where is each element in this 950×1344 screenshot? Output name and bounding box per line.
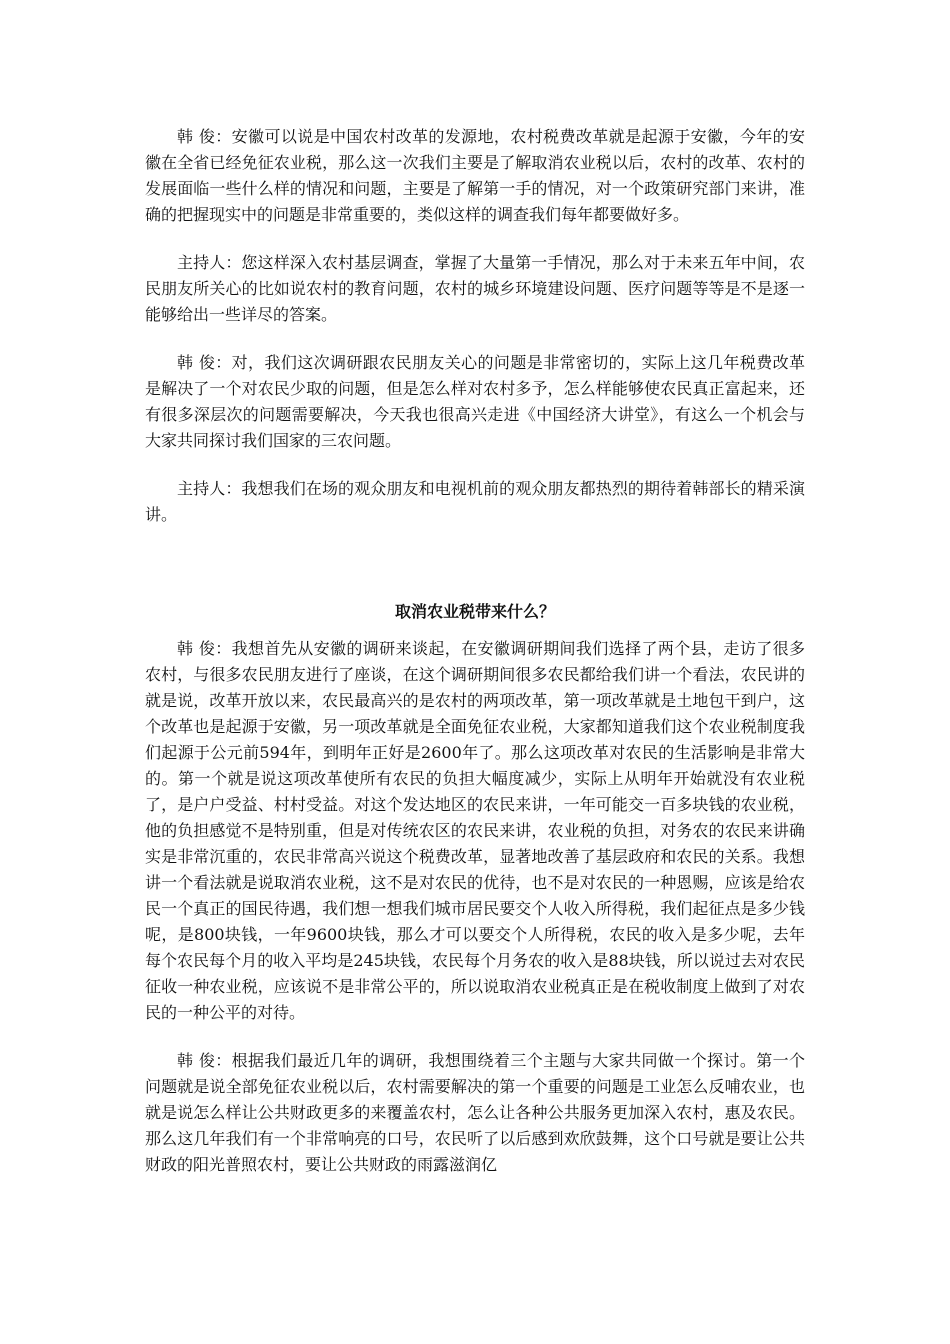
intro-paragraph-2: 主持人：您这样深入农村基层调查，掌握了大量第一手情况，那么对于未来五年中间，农民朋友所关心的比如说农村的教育问题，农村的城乡环境建设问题、医疗问题等等是不是逐一能够给出一些详尽的答案。 bbox=[145, 253, 805, 324]
section-title: 取消农业税带来什么？ bbox=[394, 602, 555, 621]
intro-paragraph-3: 韩 俊：对，我们这次调研跟农民朋友关心的问题是非常密切的，实际上这几年税费改革是解决了一个对农民少取的问题，但是怎么样对农村多予，怎么样能够使农民真正富起来，还有很多深层次的问题需要解决，今天我也很高兴走进《中国经济大讲堂》，有这么一个机会与大家共同探讨我们国家的三农问题。 bbox=[145, 353, 805, 450]
section-paragraph-1: 韩 俊：我想首先从安徽的调研来谈起，在安徽调研期间我们选择了两个县，走访了很多农村，与很多农民朋友进行了座谈，在这个调研期间很多农民都给我们讲一个看法，农民讲的就是说，改革开放以来，农民最高兴的是农村的两项改革，第一项改革就是土地包干到户，这个改革也是起源于安徽，另一项改革就是全面免征农业税，大家都知道我们这个农业税制度我们起源于公元前594年，到明年正好是2600年了。那么这项改革对农民的生活影响是非常大的。第一个就是说这项改革使所有农民的负担大幅度减少，实际上从明年开始就没有农业税了，是户户受益、村村受益。对这个发达地区的农民来讲，一年可能交一百多块钱的农业税，他的负担感觉不是特别重，但是对传统农区的农民来讲，农业税的负担，对务农的农民来讲确实是非常沉重的，农民非常高兴说这个税费改革，显著地改善了基层政府和农民的关系。我想讲一个看法就是说取消农业税，这不是对农民的优待，也不是对农民的一种恩赐，应该是给农民一个真正的国民待遇，我们想一想我们城市居民要交个人收入所得税，我们起征点是多少钱呢，是800块钱，一年9600块钱，那么才可以要交个人所得税，农民的收入是多少呢，去年每个农民每个月的收入平均是245块钱，农民每个月务农的收入是88块钱，所以说过去对农民征收一种农业税，应该说不是非常公平的，所以说取消农业税真正是在税收制度上做到了对农民的一种公平的对待。 bbox=[145, 639, 805, 1022]
document-body bbox=[145, 124, 805, 1178]
section-paragraph-2: 韩 俊：根据我们最近几年的调研，我想围绕着三个主题与大家共同做一个探讨。第一个问题就是说全部免征农业税以后，农村需要解决的第一个重要的问题是工业怎么反哺农业，也就是说怎么样让公共财政更多的来覆盖农村，怎么让各种公共服务更加深入农村，惠及农民。那么这几年我们有一个非常响亮的口号，农民听了以后感到欢欣鼓舞，这个口号就是要让公共财政的阳光普照农村，要让公共财政的雨露滋润亿 bbox=[145, 1051, 805, 1174]
intro-paragraph-1: 韩 俊：安徽可以说是中国农村改革的发源地，农村税费改革就是起源于安徽，今年的安徽在全省已经免征农业税，那么这一次我们主要是了解取消农业税以后，农村的改革、农村的发展面临一些什么样的情况和问题，主要是了解第一手的情况，对一个政策研究部门来讲，准确的把握现实中的问题是非常重要的，类似这样的调查我们每年都要做好多。 bbox=[145, 127, 805, 224]
section-spacer bbox=[145, 528, 805, 600]
intro-paragraph-4: 主持人：我想我们在场的观众朋友和电视机前的观众朋友都热烈的期待着韩部长的精采演讲。 bbox=[145, 479, 805, 524]
